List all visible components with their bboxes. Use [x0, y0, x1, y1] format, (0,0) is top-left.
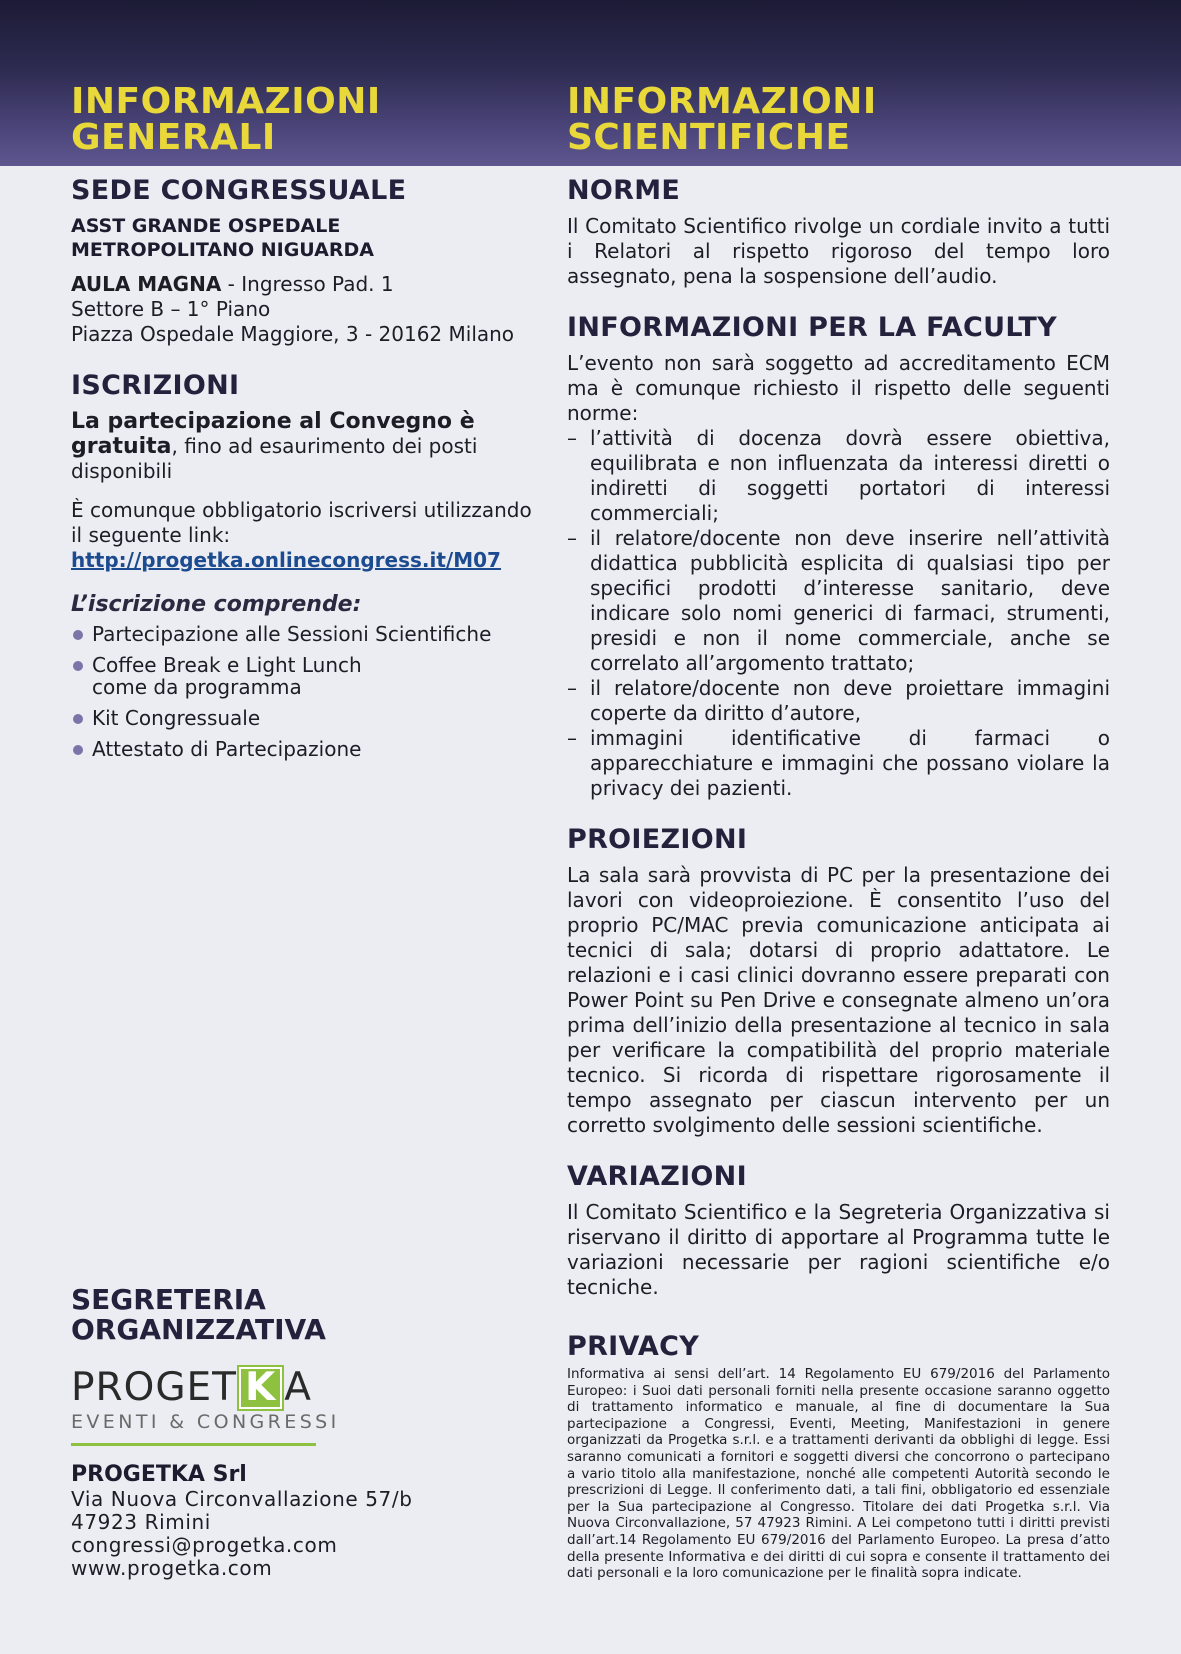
privacy-section [567, 1332, 1110, 1582]
list-item-line: Coffee Break e Light Lunch [92, 653, 362, 677]
sede-heading: SEDE CONGRESSUALE [71, 175, 407, 206]
company-address: Via Nuova Circonvallazione 57/b [71, 1487, 413, 1511]
right-column [567, 176, 1110, 1582]
company-website[interactable]: www.progetka.com [71, 1556, 273, 1580]
variazioni-text: Il Comitato Scientifico e la Segreteria Organizzativa si riservano il diritto di apportare al Programma tutte le variazioni necessarie per ragioni scientifiche e/o tecniche. [567, 1200, 1110, 1299]
list-item: Attestato di Partecipazione [71, 738, 541, 760]
title-informazioni-scientifiche [567, 81, 877, 158]
faculty-heading: INFORMAZIONI PER LA FACULTY [567, 312, 1057, 343]
list-item: Kit Congressuale [71, 707, 541, 729]
variazioni-section [567, 1162, 1110, 1300]
mandatory-text: È comunque obbligatorio iscriversi utilizzando il seguente link: [71, 498, 532, 547]
faculty-intro: L’evento non sarà soggetto ad accreditamento ECM ma è comunque richiesto il rispetto delle seguenti norme: [567, 351, 1110, 425]
proiezioni-text: La sala sarà provvista di PC per la presentazione dei lavori con videoproiezione. È consentito l’uso del proprio PC/MAC previa comunicazione anticipata ai tecnici di sala; dotarsi di proprio adattatore. Le relazioni e i casi clinici dovranno essere preparati con Power Point su Pen Drive e consegnate almeno un’ora prima dell’inizio della presentazione al tecnico in sala per verificare la compatibilità del proprio materiale tecnico. Si ricorda di rispettare rigorosamente il tempo assegnato per ciascun intervento per un corretto svolgimento delle sessioni scientifiche. [567, 863, 1110, 1137]
left-column [71, 176, 541, 769]
title-line: INFORMAZIONI [567, 81, 877, 122]
address-line: Piazza Ospedale Maggiore, 3 - 20162 Milano [71, 322, 515, 346]
list-item-line: come da programma [92, 675, 302, 699]
logo-underline [71, 1443, 316, 1446]
logo-text: PROGET [71, 1365, 237, 1410]
title-informazioni-generali [71, 81, 381, 158]
company-city: 47923 Rimini [71, 1510, 211, 1534]
list-item [71, 654, 541, 698]
title-line: SCIENTIFICHE [567, 117, 851, 158]
proiezioni-section [567, 825, 1110, 1138]
company-name: PROGETKA Srl [71, 1462, 247, 1487]
room-name: AULA MAGNA [71, 272, 222, 296]
segreteria-heading-line: SEGRETERIA [71, 1283, 266, 1316]
iscrizioni-heading: ISCRIZIONI [71, 370, 240, 401]
logo-subtitle: EVENTI & CONGRESSI [71, 1411, 340, 1433]
iscrizioni-section [71, 371, 541, 760]
list-item: – il relatore/docente non deve proiettare immagini coperte da diritto d’autore, [567, 676, 1110, 726]
list-item: Partecipazione alle Sessioni Scientifiche [71, 623, 541, 645]
segreteria-section [71, 1285, 491, 1580]
segreteria-heading [71, 1285, 491, 1345]
title-line: GENERALI [71, 117, 276, 158]
privacy-heading: PRIVACY [567, 1331, 700, 1362]
norme-section [567, 176, 1110, 289]
faculty-section [567, 313, 1110, 801]
venue-line: METROPOLITANO NIGUARDA [71, 239, 374, 261]
segreteria-heading-line: ORGANIZZATIVA [71, 1313, 326, 1346]
logo-text: A [284, 1365, 312, 1410]
includes-heading: L’iscrizione comprende: [71, 592, 362, 617]
logo-k-box: K [239, 1367, 282, 1409]
norme-heading: NORME [567, 175, 681, 206]
progetka-logo [71, 1365, 340, 1446]
list-item: – l’attività di docenza dovrà essere obiettiva, equilibrata e non influenzata da interessi diretti o indiretti di soggetti portatori di interessi commerciali; [567, 426, 1110, 526]
free-participation-text [71, 409, 541, 484]
variazioni-heading: VARIAZIONI [567, 1161, 747, 1192]
free-rest: , fino ad esaurimento dei posti disponibili [71, 434, 478, 483]
norme-text: Il Comitato Scientifico rivolge un cordiale invito a tutti i Relatori al rispetto rigoroso del tempo loro assegnato, pena la sospensione dell’audio. [567, 214, 1110, 288]
free-bold-gratuita: gratuita [71, 434, 172, 459]
list-item: – il relatore/docente non deve inserire nell’attività didattica pubblicità esplicita di qualsiasi tipo per specifici prodotti d’interesse sanitario, deve indicare solo nomi generici di farmaci, strumenti, presidi e non il nome commerciale, anche se correlato all’argomento trattato; [567, 526, 1110, 676]
room-entrance: - Ingresso Pad. 1 [221, 272, 394, 296]
logo-wordmark [71, 1367, 316, 1409]
company-email[interactable]: congressi@progetka.com [71, 1533, 338, 1557]
list-item: – immagini identificative di farmaci o apparecchiature e immagini che possano violare la privacy dei pazienti. [567, 726, 1110, 801]
address-line: Settore B – 1° Piano [71, 297, 271, 321]
sede-section [71, 176, 541, 347]
registration-link[interactable]: http://progetka.onlinecongress.it/M07 [71, 548, 501, 572]
free-bold: La partecipazione al Convegno è [71, 409, 475, 434]
faculty-rules-list [567, 426, 1110, 801]
proiezioni-heading: PROIEZIONI [567, 824, 748, 855]
includes-list [71, 623, 541, 760]
room-line [71, 272, 541, 297]
venue-line: ASST GRANDE OSPEDALE [71, 215, 341, 237]
privacy-text: Informativa ai sensi dell’art. 14 Regolamento EU 679/2016 del Parlamento Europeo: i Suoi dati personali forniti nella presente occasione saranno oggetto di trattamento informatico e manuale, al fine di documentare la Sua partecipazione a Congressi, Eventi, Meeting, Manifestazioni in genere organizzati da Progetka s.r.l. e a trattamenti derivanti da obblighi di legge. Essi saranno comunicati a fornitori e soggetti diversi che concorrono o partecipano a vario titolo alla manifestazione, nonché alle competenti Autorità secondo le prescrizioni di Legge. Il conferimento dati, a tali fini, obbligatorio ed essenziale per la Sua partecipazione al Congresso. Titolare dei dati Progetka s.r.l. Via Nuova Circonvallazione, 57 47923 Rimini. A Lei competono tutti i diritti previsti dall’art.14 Regolamento EU 679/2016 del Parlamento Europeo. La presa d’atto della presente Informativa e dei diritti di cui sopra e consente il trattamento dei dati personali e la loro comunicazione per le finalità sopra indicate. [567, 1366, 1110, 1582]
title-line: INFORMAZIONI [71, 81, 381, 122]
